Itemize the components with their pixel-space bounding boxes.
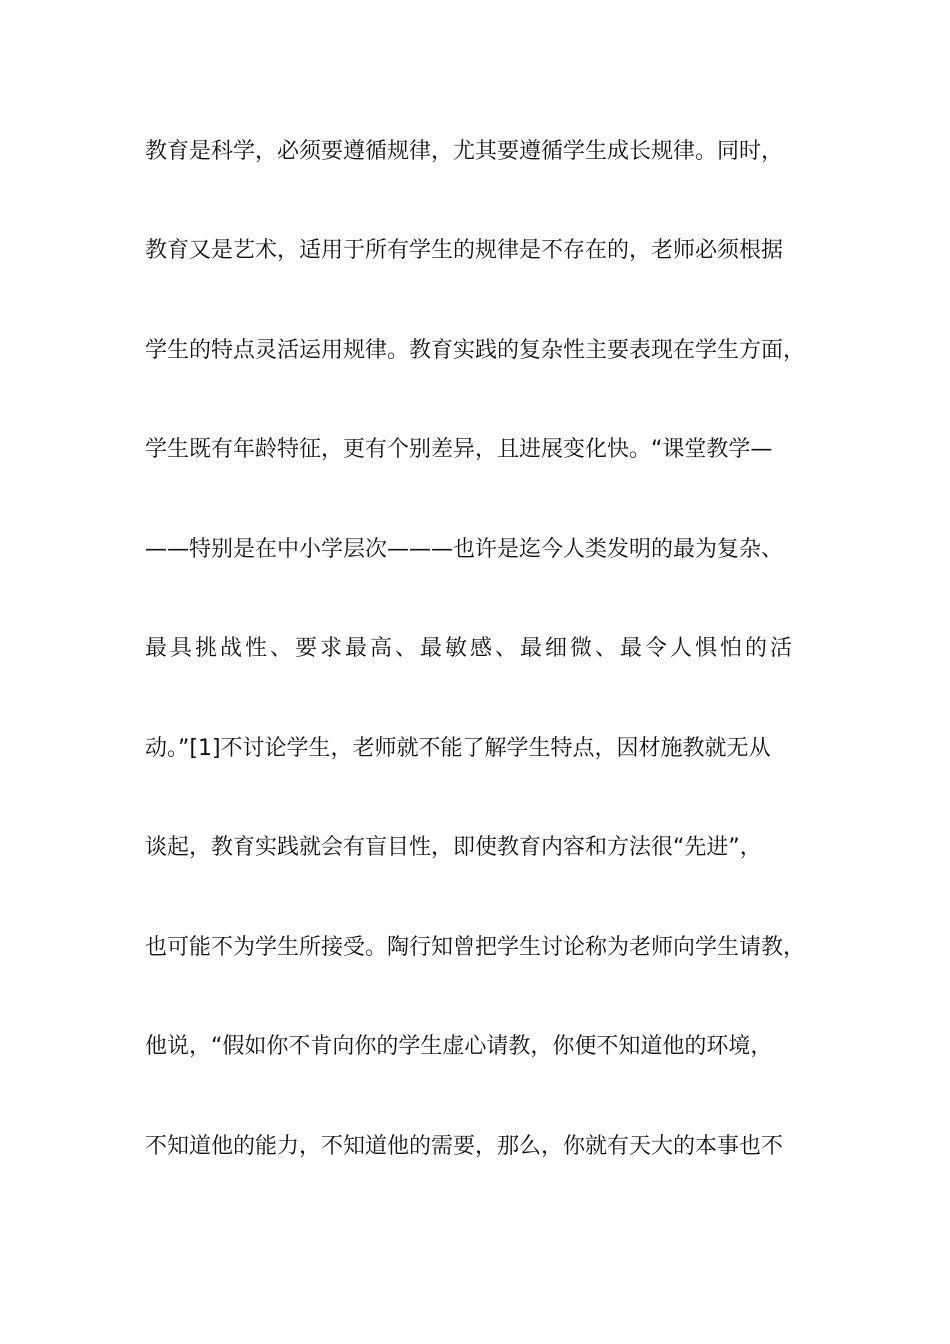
paragraph-line-7: 动。”[1]不讨论学生，老师就不能了解学生特点，因材施教就无从 <box>145 736 771 761</box>
paragraph-line-9: 也可能不为学生所接受。陶行知曾把学生讨论称为老师向学生请教， <box>145 935 806 960</box>
paragraph-line-8: 谈起，教育实践就会有盲目性，即使教育内容和方法很“先进”， <box>145 835 762 860</box>
paragraph-line-6: 最具挑战性、要求最高、最敏感、最细微、最令人惧怕的活 <box>145 636 796 661</box>
paragraph-line-10: 他说，“假如你不肯向你的学生虚心请教，你便不知道他的环境， <box>145 1034 773 1059</box>
paragraph-line-5: ——特别是在中小学层次———也许是迄今人类发明的最为复杂、 <box>145 537 784 562</box>
paragraph-line-2: 教育又是艺术，适用于所有学生的规律是不存在的，老师必须根据 <box>145 238 784 263</box>
paragraph-line-1: 教育是科学，必须要遵循规律，尤其要遵循学生成长规律。同时， <box>145 139 784 164</box>
paragraph-line-11: 不知道他的能力，不知道他的需要，那么，你就有天大的本事也不 <box>145 1134 784 1159</box>
paragraph-line-4: 学生既有年龄特征，更有个别差异，且进展变化快。“课堂教学— <box>145 437 773 462</box>
paragraph-line-3: 学生的特点灵活运用规律。教育实践的复杂性主要表现在学生方面， <box>145 338 806 363</box>
